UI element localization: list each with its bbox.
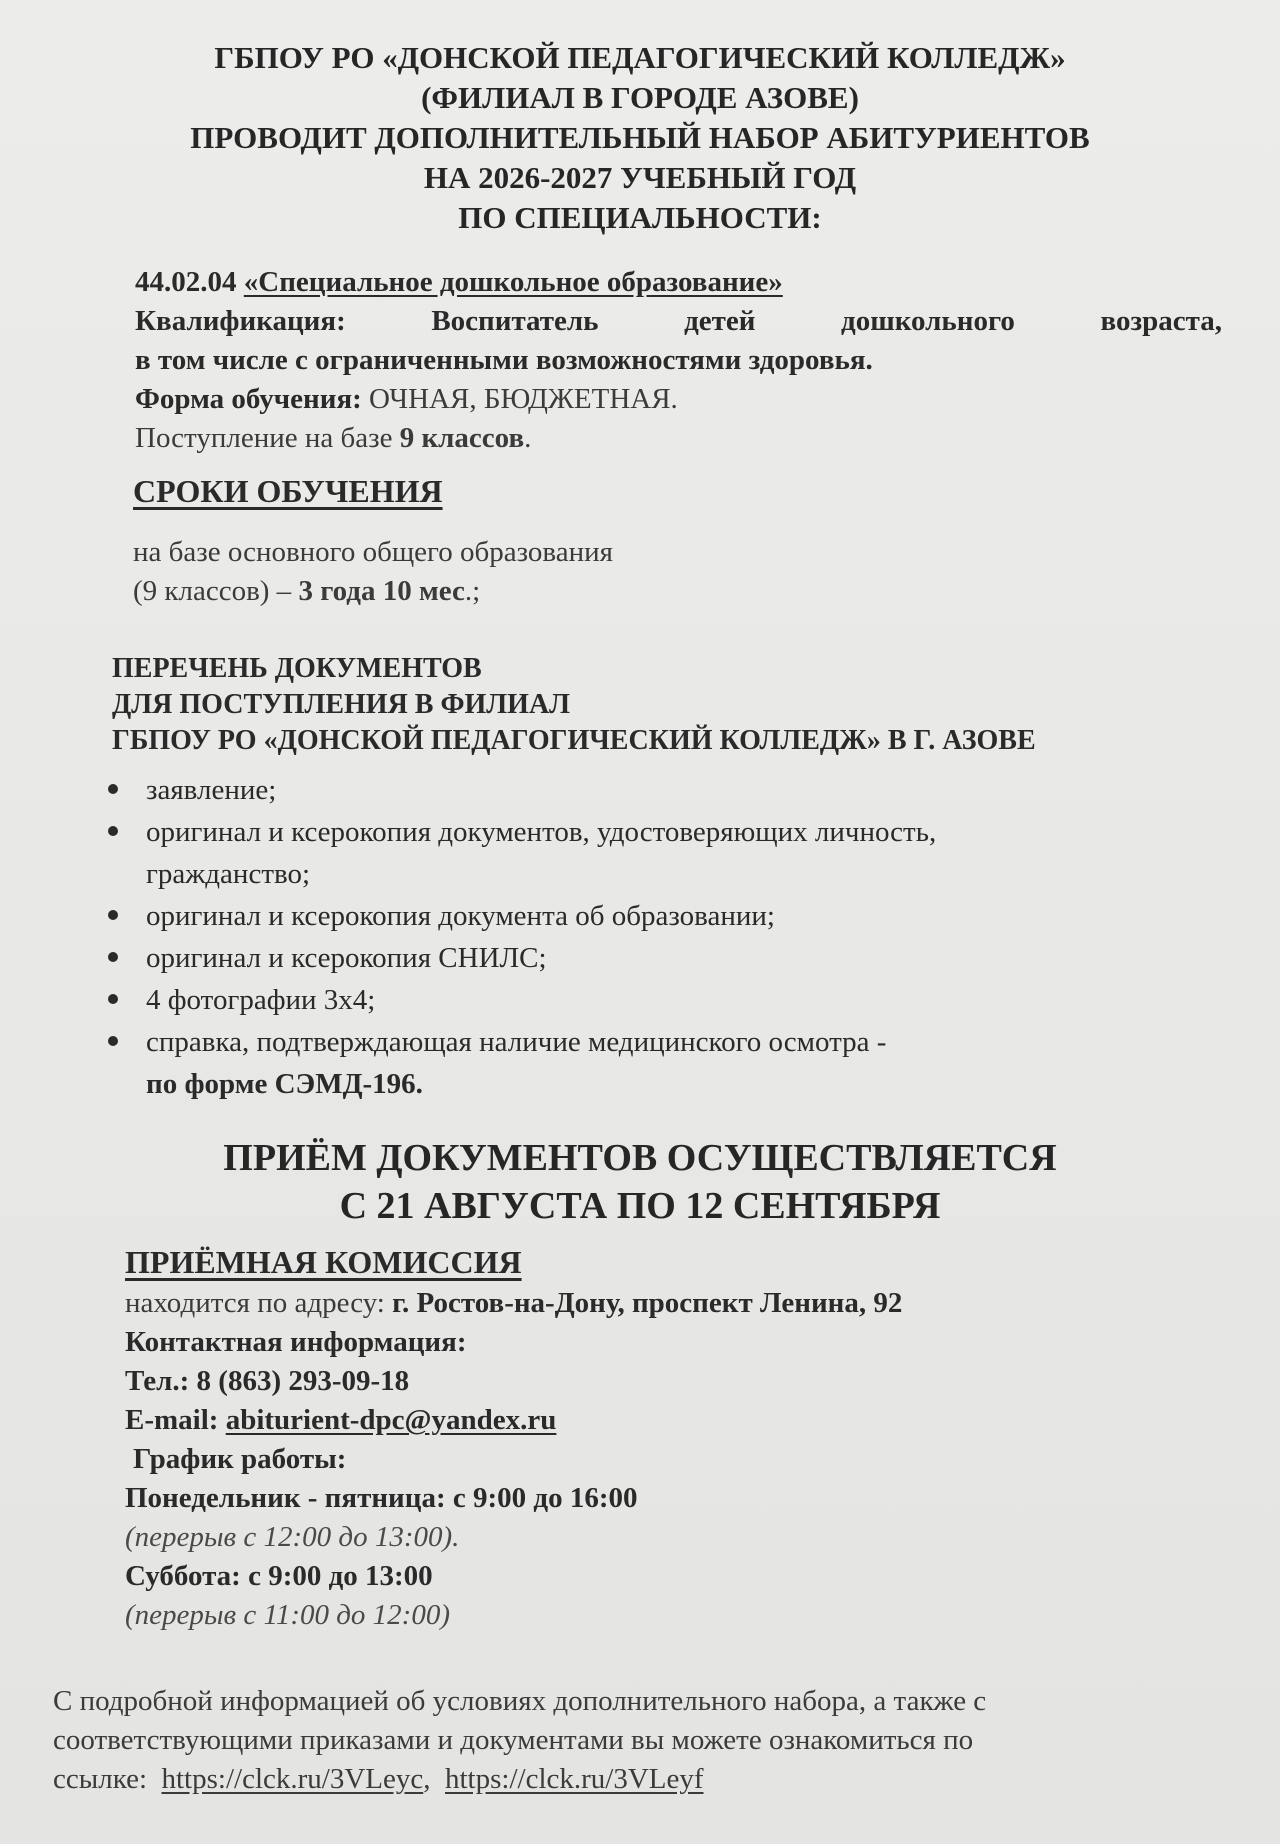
bullet-icon [108,784,118,794]
email-label: E-mail: [125,1404,219,1436]
list-item [108,769,936,811]
qualification-label: Квалификация: [135,305,346,337]
specialty-code: 44.02.04 [135,266,237,298]
list-item [108,937,936,979]
commission-title: ПРИЁМНАЯ КОМИССИЯ [125,1244,522,1280]
qualification-word: Воспитатель [431,305,599,337]
specialty-block [135,263,1222,458]
bullet-icon [108,1036,118,1046]
bullet-icon [108,952,118,962]
schedule-saturday: Суббота: с 9:00 до 13:00 [125,1560,433,1592]
schedule-label: График работы: [133,1443,347,1475]
list-item [108,895,936,937]
terms-line-2-suffix: .; [464,575,481,607]
list-item-text: заявление; [146,774,277,806]
form-value: ОЧНАЯ, БЮДЖЕТНАЯ. [369,383,678,415]
schedule-weekdays-break: (перерыв с 12:00 до 13:00). [125,1521,460,1553]
terms-title: СРОКИ ОБУЧЕНИЯ [133,473,443,509]
email-link[interactable]: abiturient-dpc@yandex.ru [225,1404,557,1436]
terms-duration: 3 года 10 мес [298,575,465,607]
list-item-text: справка, подтверждающая наличие медицинского осмотра - [146,1026,887,1058]
admission-value: 9 классов [399,422,525,454]
documents-block [112,651,1036,759]
list-item-text: 4 фотографии 3х4; [146,984,376,1016]
header-line-year: НА 2026-2027 УЧЕБНЫЙ ГОД [423,160,857,195]
schedule-saturday-break: (перерыв с 11:00 до 12:00) [125,1599,450,1631]
footer-line-3-prefix: ссылке: [53,1763,147,1795]
footer-block [53,1682,986,1799]
terms-block [133,472,613,611]
acceptance-dates: С 21 АВГУСТА ПО 12 СЕНТЯБРЯ [339,1185,941,1227]
footer-line-2: соответствующими приказами и документами вы можете ознакомиться по [53,1724,974,1756]
acceptance-banner [0,1134,1280,1230]
footer-link-1[interactable]: https://clck.ru/3VLeyc [161,1763,424,1795]
list-item [108,1021,936,1105]
qualification-word: возраста, [1100,305,1222,337]
documents-title-2: ДЛЯ ПОСТУПЛЕНИЯ В ФИЛИАЛ [112,689,571,720]
address-value: г. Ростов-на-Дону, проспект Ленина, 92 [392,1287,903,1319]
header-line-college: ГБПОУ РО «ДОНСКОЙ ПЕДАГОГИЧЕСКИЙ КОЛЛЕДЖ» [214,40,1066,75]
header-line-recruitment: ПРОВОДИТ ДОПОЛНИТЕЛЬНЫЙ НАБОР АБИТУРИЕНТОВ [190,120,1090,155]
documents-title-3: ГБПОУ РО «ДОНСКОЙ ПЕДАГОГИЧЕСКИЙ КОЛЛЕДЖ» В Г. АЗОВЕ [112,725,1036,756]
footer-separator: , [423,1763,431,1795]
list-item-text: гражданство; [146,858,311,890]
header-block [0,38,1280,238]
commission-block [125,1243,902,1635]
terms-line-2-prefix: (9 классов) – [133,575,292,607]
list-item-text: оригинал и ксерокопия СНИЛС; [146,942,547,974]
qualification-line-2: в том числе с ограниченными возможностями здоровья. [135,344,873,376]
documents-list [108,769,936,1105]
list-item-text: оригинал и ксерокопия документов, удостоверяющих личность, [146,816,937,848]
list-item-text: по форме СЭМД-196. [146,1068,423,1100]
qualification-word: детей [684,305,756,337]
acceptance-line-1: ПРИЁМ ДОКУМЕНТОВ ОСУЩЕСТВЛЯЕТСЯ [223,1137,1057,1179]
documents-title-1: ПЕРЕЧЕНЬ ДОКУМЕНТОВ [112,653,482,684]
phone: Тел.: 8 (863) 293-09-18 [125,1365,410,1397]
qualification-word: дошкольного [841,305,1015,337]
schedule-weekdays: Понедельник - пятница: с 9:00 до 16:00 [125,1482,638,1514]
terms-line-1: на базе основного общего образования [133,536,613,568]
bullet-icon [108,826,118,836]
list-item-text: оригинал и ксерокопия документа об образовании; [146,900,775,932]
form-label: Форма обучения: [135,383,362,415]
qualification-line [135,302,1222,341]
address-prefix: находится по адресу: [125,1287,385,1319]
list-item [108,811,936,895]
specialty-name: «Специальное дошкольное образование» [243,266,783,298]
list-item [108,979,936,1021]
admission-prefix: Поступление на базе [135,422,393,454]
header-line-specialty: ПО СПЕЦИАЛЬНОСТИ: [458,200,822,235]
footer-link-2[interactable]: https://clck.ru/3VLeyf [445,1763,704,1795]
admission-suffix: . [524,422,532,454]
contact-label: Контактная информация: [125,1326,467,1358]
header-line-branch: (ФИЛИАЛ В ГОРОДЕ АЗОВЕ) [421,80,859,115]
bullet-icon [108,994,118,1004]
footer-line-1: С подробной информацией об условиях дополнительного набора, а также с [53,1685,987,1717]
bullet-icon [108,910,118,920]
